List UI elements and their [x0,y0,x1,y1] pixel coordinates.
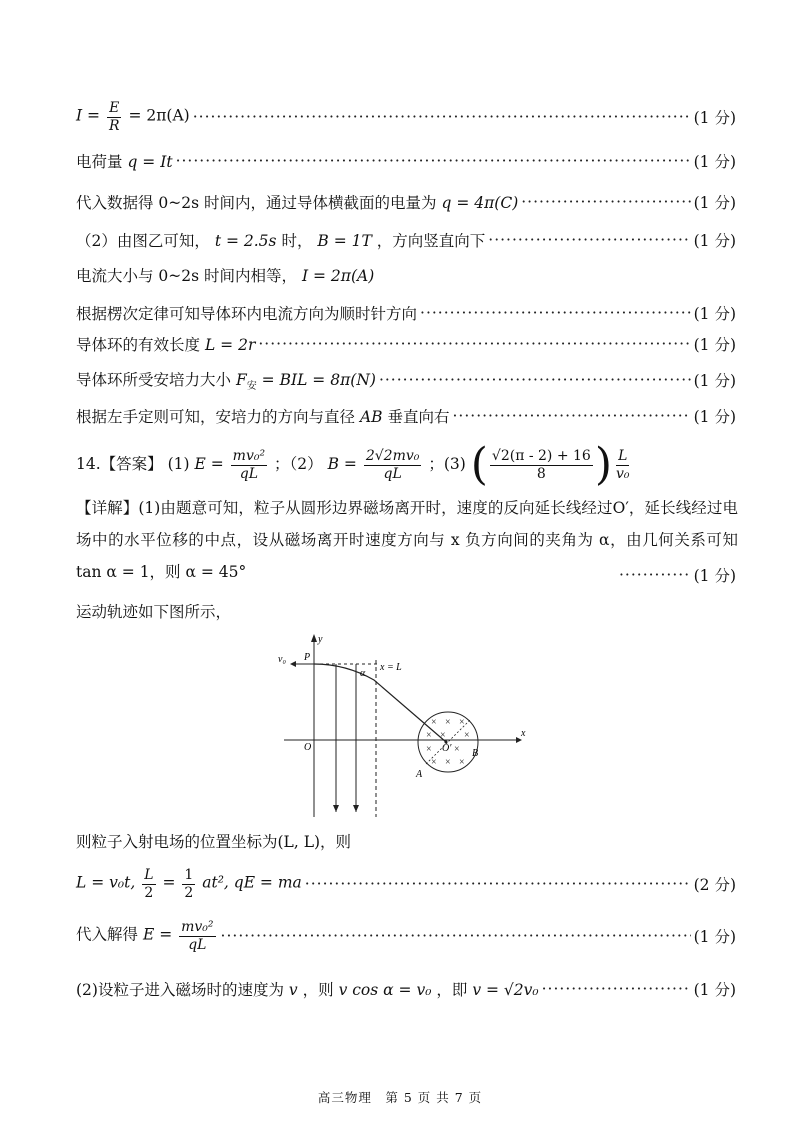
motion-equations-line [76,864,736,904]
formula: B = 1T [317,232,372,250]
score: (1 分) [693,305,736,323]
formula: t = 2.5s [214,232,277,250]
text: 导体环的有效长度 [76,336,201,354]
velocity-line [76,974,736,1004]
detail-score-line [616,560,736,590]
y-axis-label: y [318,634,323,645]
text: ，方向竖直向下 [376,232,486,250]
fraction: $\frac{\text{mv₀²}}{qL}$ [181,919,214,953]
score: (1 分) [693,372,736,390]
fraction: $\frac{L}{2}$ [144,867,154,901]
field-mark: × [431,757,437,768]
fraction: $\frac{L}{\text{v₀}}$ [616,448,630,482]
formula: q = 4π(C) [441,194,519,212]
text: 时， [281,232,313,250]
score: (1 分) [693,981,736,999]
part-2-label: ；（2） [274,455,323,473]
text: 电流大小与 0~2s 时间内相等， [76,267,298,285]
field-mark: × [431,717,437,728]
score: (1 分) [693,928,736,946]
formula: L = 2r [204,336,256,354]
leader-dots [176,152,691,170]
fraction: $\frac{√2(\pi - 2) + 16}{8}$ [491,448,591,482]
formula: at², qE = ma [202,874,302,892]
boundary-label: x = L [380,662,402,673]
formula-line-charge-value [76,187,736,217]
formula: L = v₀t, [76,874,136,892]
text: 根据左手定则可知，安培力的方向与直径 [76,408,356,426]
formula: I = 2π(A) [301,267,375,285]
formula-line-length [76,329,736,359]
alpha-label: α [360,668,366,679]
answer-label: 14.【答案】 [76,455,163,473]
field-mark: × [454,744,460,755]
v0-label: v₀ [278,654,286,665]
score: (1 分) [693,194,736,212]
leader-dots [305,875,691,893]
point-p-label: P [304,652,311,663]
text: ，则 [302,981,334,999]
trajectory-diagram [276,632,526,822]
point-a-label: A [416,769,423,780]
entry-position-line [76,826,736,856]
subscript: 安 [246,381,257,393]
field-mark: × [440,730,446,741]
formula-line-lenz [76,298,736,328]
field-mark: × [445,717,451,728]
field-mark: × [426,730,432,741]
formula-line-force [76,365,736,395]
formula: B = [327,455,357,473]
formula-line-current: I = $\frac{E}{R}$ = 2π(A) ····· (1 分) [76,102,736,132]
leader-dots [619,566,691,584]
field-mark: × [459,757,465,768]
trajectory-figure [276,632,526,826]
leader-dots [379,371,691,389]
formula: v [288,981,298,999]
origin-label: O [304,742,312,753]
solve-e-line [76,914,736,958]
fraction: $\frac{\text{mv₀²}}{qL}$ [232,448,266,482]
field-mark: × [445,757,451,768]
formula: v cos α = v₀ [338,981,432,999]
velocity-arrow [290,661,296,667]
point-b-label: B [472,748,479,759]
field-mark: × [464,730,470,741]
leader-dots [453,407,691,425]
score: (1 分) [693,109,736,127]
part-1-label: (1) [167,455,190,473]
formula-line-part2 [76,225,736,255]
field-mark: × [459,717,465,728]
field-mark: × [426,744,432,755]
text: (2)设粒子进入磁场时的速度为 [76,981,284,999]
current-value: = 2π(A) [128,107,190,125]
equals: = [162,874,176,892]
text: 代入解得 [76,926,139,944]
leader-dots [542,980,691,998]
fraction: $\frac{\text{2√2mv₀}}{qL}$ [365,448,420,482]
formula: E = [194,455,224,473]
text: 垂直向右 [387,408,450,426]
score: (1 分) [693,232,736,250]
text: ，即 [436,981,468,999]
formula: q = It [127,153,173,171]
x-axis-label: x [521,728,526,739]
left-paren: ( [470,439,488,490]
page-footer: 高三物理 第 5 页 共 7 页 [317,1090,483,1105]
formula-line-charge [76,146,736,176]
formula: AB [359,408,383,426]
answer-line [76,439,736,490]
formula: F [235,370,247,389]
fraction: $\frac{1}{2}$ [184,867,194,901]
leader-dots [521,193,690,211]
text: 代入数据得 0~2s 时间内，通过导体横截面的电量为 [76,194,437,212]
formula: E = [142,926,173,944]
text: 运动轨迹如下图所示， [76,603,232,621]
current-symbol: I [76,107,83,125]
formula-line-direction [76,401,736,431]
trajectory-intro [76,596,736,626]
text: 则粒子入射电场的位置坐标为(L, L)，则 [76,833,352,851]
field-arrow [353,805,359,812]
leader-dots [420,304,691,322]
score: (1 分) [693,153,736,171]
fraction-e-over-r: $\frac{E}{R}$ [108,100,120,134]
detail-text: (1)由题意可知，粒子从圆形边界磁场离开时，速度的反向延长线经过O′，延长线经过电场中的水平位移的中点，设从磁场离开时速度方向与 x 负方向间的夹角为 α，由几何关系可知 tan α = 1，则 α = 45° [76,499,738,581]
text: 电荷量 [76,153,123,171]
part-3-label: ；(3) [428,455,466,473]
formula: v = √2v₀ [472,981,539,999]
leader-dots [488,231,690,249]
score: (1 分) [693,408,736,426]
score: (1 分) [693,336,736,354]
detail-label: 【详解】 [76,499,139,517]
leader-dots [221,927,691,945]
text: 根据楞次定律可知导体环内电流方向为顺时针方向 [76,305,418,323]
field-arrow [333,805,339,812]
center-label: O′ [442,743,452,754]
text: 导体环所受安培力大小 [76,370,232,389]
leader-dots [258,335,690,353]
right-paren: ) [594,439,613,490]
formula: = BIL = 8π(N) [261,370,376,389]
formula-line-current-same [76,260,736,290]
score: (2 分) [693,876,736,894]
y-axis-arrow [311,634,317,642]
score: (1 分) [693,567,736,585]
text: （2）由图乙可知， [76,232,210,250]
leader-dots [193,108,691,126]
